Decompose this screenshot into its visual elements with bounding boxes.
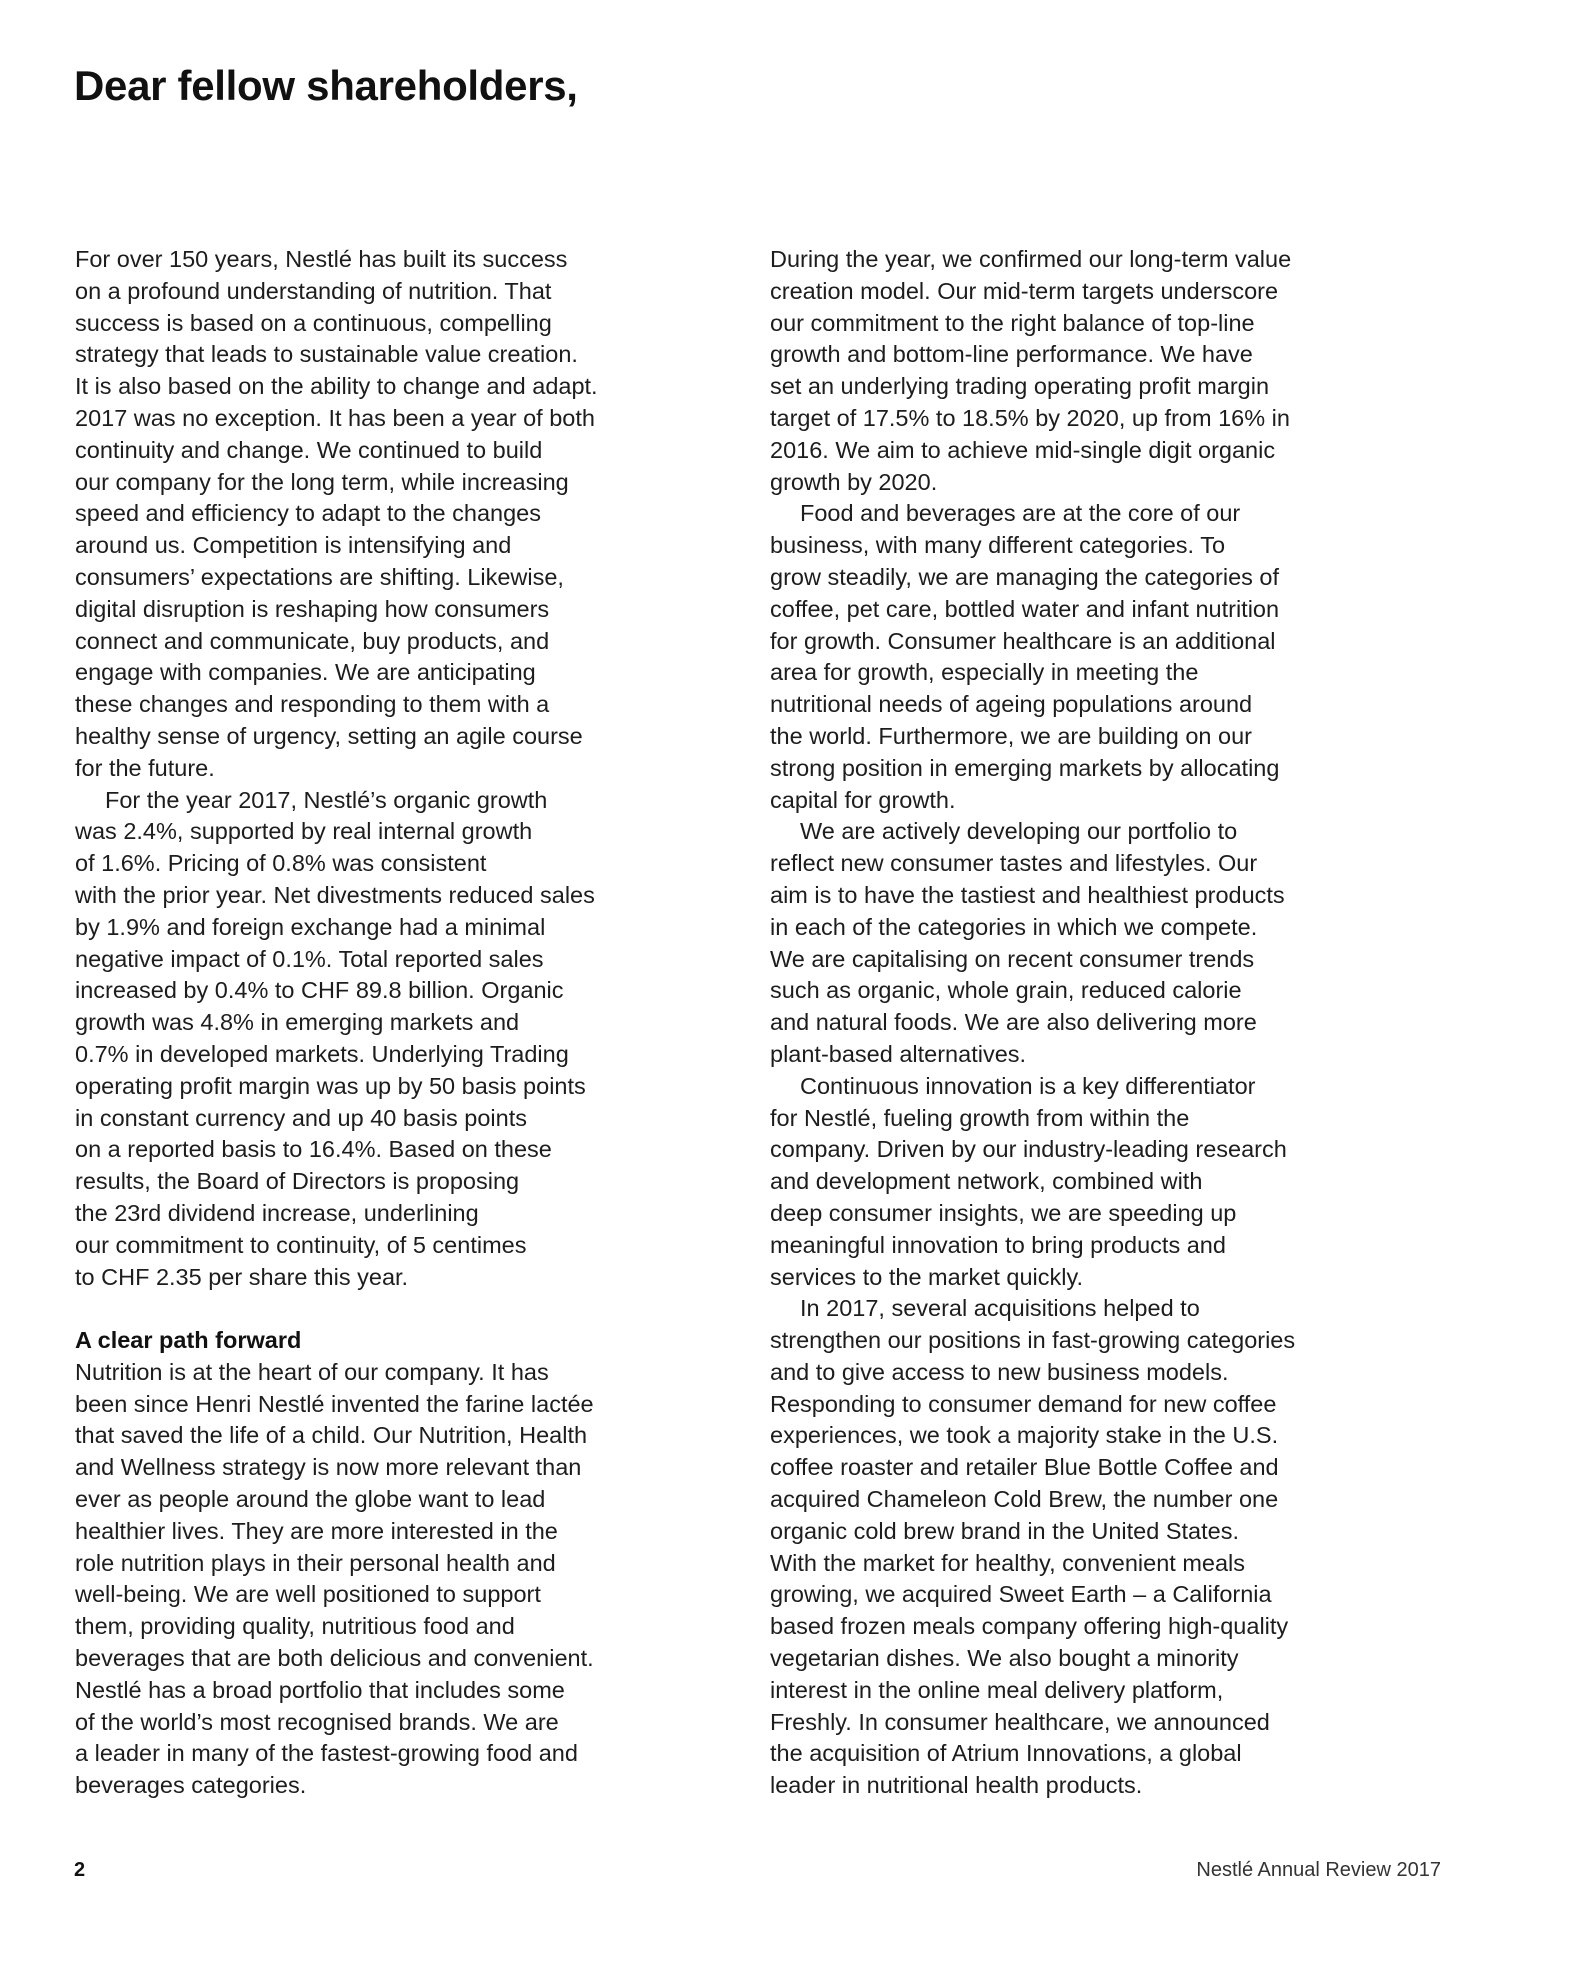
text-line: on a profound understanding of nutrition. That (75, 277, 552, 304)
text-line: Nutrition is at the heart of our company. It has (75, 1358, 549, 1385)
text-line: negative impact of 0.1%. Total reported sales (75, 945, 544, 972)
text-line: We are capitalising on recent consumer trends (770, 945, 1255, 972)
text-line: For over 150 years, Nestlé has built its success (75, 246, 568, 272)
text-line: and to give access to new business models. (770, 1358, 1229, 1385)
text-line: digital disruption is reshaping how consumers (75, 595, 550, 622)
paragraph-intro (75, 244, 655, 785)
text-line: We are actively developing our portfolio to (800, 818, 1238, 845)
page-title: Dear fellow shareholders, (74, 62, 578, 109)
text-line: strategy that leads to sustainable value creation. (75, 341, 578, 368)
text-line: healthier lives. They are more interested in the (75, 1517, 558, 1544)
text-line: around us. Competition is intensifying and (75, 532, 512, 559)
text-line: services to the market quickly. (770, 1263, 1084, 1290)
text-line: interest in the online meal delivery platform, (770, 1676, 1224, 1703)
paragraph-innovation (770, 1071, 1350, 1294)
text-line: coffee roaster and retailer Blue Bottle Coffee and (770, 1454, 1279, 1481)
text-line: a leader in many of the fastest-growing food and (75, 1740, 578, 1767)
page-number: 2 (74, 1859, 86, 1881)
text-line: vegetarian dishes. We also bought a minority (770, 1645, 1239, 1672)
text-line: strengthen our positions in fast-growing categories (770, 1327, 1296, 1354)
text-line: our company for the long term, while increasing (75, 468, 569, 495)
text-line: Continuous innovation is a key differentiator (800, 1072, 1256, 1099)
text-line: engage with companies. We are anticipating (75, 659, 536, 686)
text-line: beverages that are both delicious and convenient. (75, 1645, 594, 1672)
text-line: on a reported basis to 16.4%. Based on these (75, 1136, 552, 1163)
text-line: for Nestlé, fueling growth from within the (770, 1104, 1190, 1131)
text-line: meaningful innovation to bring products and (770, 1231, 1226, 1258)
text-line: aim is to have the tastiest and healthiest products (770, 881, 1285, 908)
text-line: acquired Chameleon Cold Brew, the number one (770, 1486, 1279, 1513)
text-line: It is also based on the ability to change and adapt. (75, 373, 598, 400)
paragraph-spacer (75, 1293, 655, 1325)
text-line: been since Henri Nestlé invented the farine lactée (75, 1390, 594, 1417)
text-line: ever as people around the globe want to lead (75, 1486, 546, 1513)
text-line: healthy sense of urgency, setting an agile course (75, 722, 583, 749)
text-line: continuity and change. We continued to build (75, 436, 543, 463)
text-line: was 2.4%, supported by real internal growth (75, 818, 533, 845)
text-line: by 1.9% and foreign exchange had a minimal (75, 913, 546, 940)
text-line: based frozen meals company offering high-quality (770, 1613, 1289, 1640)
text-line: of 1.6%. Pricing of 0.8% was consistent (75, 850, 487, 877)
text-line: for the future. (75, 754, 215, 781)
text-line: in each of the categories in which we compete. (770, 913, 1258, 940)
text-line: For the year 2017, Nestlé’s organic growth (105, 786, 548, 813)
text-line: Food and beverages are at the core of our (800, 500, 1241, 527)
text-line: consumers’ expectations are shifting. Likewise, (75, 563, 564, 590)
text-line: such as organic, whole grain, reduced calorie (770, 977, 1242, 1004)
text-line: and development network, combined with (770, 1168, 1203, 1195)
text-line: for growth. Consumer healthcare is an additional (770, 627, 1276, 654)
text-line: the acquisition of Atrium Innovations, a global (770, 1740, 1242, 1767)
text-line: creation model. Our mid-term targets underscore (770, 277, 1279, 304)
paragraph-value-creation (770, 244, 1350, 498)
text-line: grow steadily, we are managing the categories of (770, 563, 1280, 590)
text-line: nutritional needs of ageing populations around (770, 691, 1253, 718)
text-line: capital for growth. (770, 786, 956, 813)
text-line: business, with many different categories. To (770, 532, 1226, 559)
text-line: our commitment to the right balance of top-line (770, 309, 1255, 336)
text-line: growing, we acquired Sweet Earth – a California (770, 1581, 1272, 1608)
text-line: speed and efficiency to adapt to the changes (75, 500, 541, 527)
text-line: target of 17.5% to 18.5% by 2020, up from 16% in (770, 404, 1290, 431)
text-line: growth and bottom-line performance. We have (770, 341, 1253, 368)
text-line: that saved the life of a child. Our Nutrition, Health (75, 1422, 588, 1449)
text-line: deep consumer insights, we are speeding up (770, 1199, 1237, 1226)
text-line: coffee, pet care, bottled water and infant nutrition (770, 595, 1280, 622)
text-line: to CHF 2.35 per share this year. (75, 1263, 409, 1290)
text-line: plant-based alternatives. (770, 1040, 1027, 1067)
paragraph-nutrition (75, 1357, 655, 1802)
text-line: Nestlé has a broad portfolio that includes some (75, 1676, 565, 1703)
text-line: with the prior year. Net divestments reduced sales (75, 881, 595, 908)
text-line: With the market for healthy, convenient meals (770, 1549, 1246, 1576)
text-line: set an underlying trading operating profit margin (770, 373, 1270, 400)
text-line: growth by 2020. (770, 468, 938, 495)
text-line: During the year, we confirmed our long-term value (770, 246, 1292, 272)
paragraph-food-beverages (770, 498, 1350, 816)
text-line: 2017 was no exception. It has been a year of both (75, 404, 595, 431)
text-line: the world. Furthermore, we are building on our (770, 722, 1252, 749)
text-line: organic cold brew brand in the United States. (770, 1517, 1239, 1544)
text-line: Responding to consumer demand for new coffee (770, 1390, 1277, 1417)
text-line: Freshly. In consumer healthcare, we announced (770, 1708, 1270, 1735)
text-line: them, providing quality, nutritious food and (75, 1613, 515, 1640)
text-line: operating profit margin was up by 50 basis points (75, 1072, 586, 1099)
text-line: 0.7% in developed markets. Underlying Trading (75, 1040, 569, 1067)
text-line: strong position in emerging markets by allocating (770, 754, 1280, 781)
right-column (770, 244, 1350, 1802)
paragraph-portfolio (770, 816, 1350, 1070)
text-line: well-being. We are well positioned to support (75, 1581, 541, 1608)
text-line: connect and communicate, buy products, and (75, 627, 550, 654)
text-line: and Wellness strategy is now more relevant than (75, 1454, 582, 1481)
text-line: role nutrition plays in their personal health and (75, 1549, 556, 1576)
text-line: these changes and responding to them with a (75, 691, 550, 718)
text-line: increased by 0.4% to CHF 89.8 billion. Organic (75, 977, 564, 1004)
paragraph-acquisitions (770, 1293, 1350, 1802)
text-line: company. Driven by our industry-leading research (770, 1136, 1287, 1163)
left-column (75, 244, 655, 1802)
text-line: In 2017, several acquisitions helped to (800, 1295, 1200, 1322)
text-line: results, the Board of Directors is proposing (75, 1168, 520, 1195)
text-line: beverages categories. (75, 1772, 307, 1799)
text-line: the 23rd dividend increase, underlining (75, 1199, 479, 1226)
text-line: area for growth, especially in meeting the (770, 659, 1199, 686)
text-line: our commitment to continuity, of 5 centimes (75, 1231, 527, 1258)
text-line: leader in nutritional health products. (770, 1772, 1143, 1799)
publication-name: Nestlé Annual Review 2017 (1196, 1859, 1441, 1881)
text-line: in constant currency and up 40 basis points (75, 1104, 527, 1131)
text-line: of the world’s most recognised brands. We are (75, 1708, 559, 1735)
section-heading: A clear path forward (75, 1327, 302, 1354)
text-line: success is based on a continuous, compelling (75, 309, 552, 336)
paragraph-results (75, 785, 655, 1294)
text-line: growth was 4.8% in emerging markets and (75, 1009, 520, 1036)
text-line: experiences, we took a majority stake in the U.S. (770, 1422, 1279, 1449)
text-line: and natural foods. We are also delivering more (770, 1009, 1257, 1036)
text-line: reflect new consumer tastes and lifestyles. Our (770, 850, 1258, 877)
text-line: 2016. We aim to achieve mid-single digit organic (770, 436, 1276, 463)
